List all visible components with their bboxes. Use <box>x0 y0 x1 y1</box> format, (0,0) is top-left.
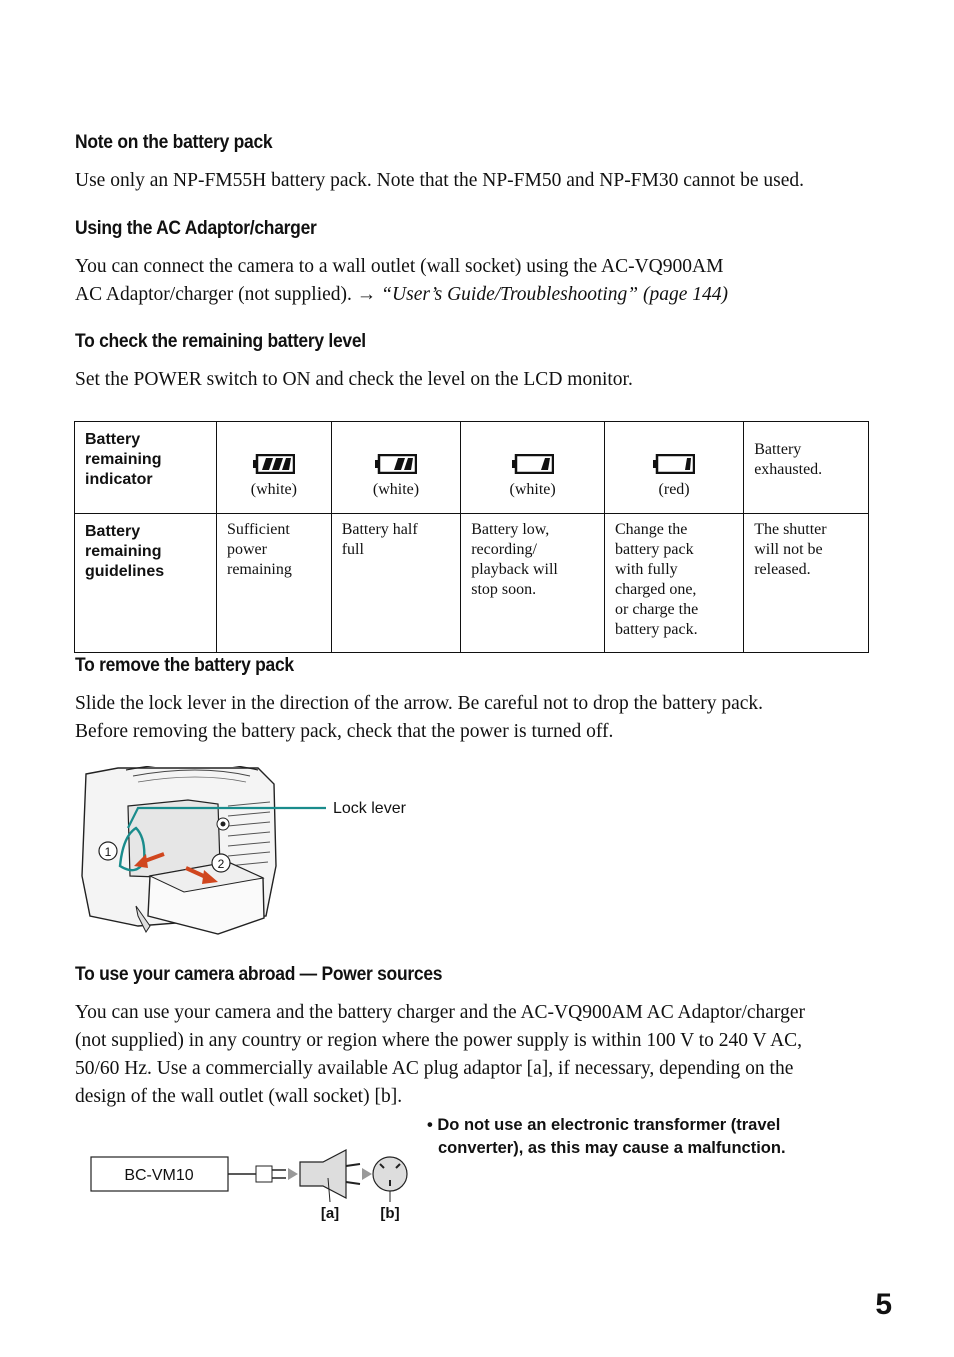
page-number: 5 <box>875 1288 892 1321</box>
battery-half-icon <box>375 454 417 474</box>
indicator-cell <box>217 422 332 514</box>
plug-adaptor-illustration <box>88 1140 418 1230</box>
label-a: [a] <box>320 1205 340 1222</box>
power-abroad-text: You can use your camera and the battery charger and the AC-VQ900AM AC Adaptor/charger (not supplied) in any country or region where the power supply is within 100 V to 240 V AC, 50/60 Hz. Use a commercially available AC plug adaptor [a], if necessary, depending on the design of the wall outlet (wall socket) [b]. <box>75 1002 805 1107</box>
indicator-cell <box>331 422 461 514</box>
label-b: [b] <box>380 1205 400 1222</box>
guide-reference: “User’s Guide/Troubleshooting” (page 144) <box>381 284 729 305</box>
guideline-cell: Change the battery pack with fully charged one, or charge the battery pack. <box>604 514 743 653</box>
charger-label: BC-VM10 <box>124 1167 194 1184</box>
indicator-cell <box>604 422 743 514</box>
row-header-indicator: Battery remaining indicator <box>75 422 217 514</box>
battery-empty-icon <box>653 454 695 474</box>
guideline-cell: The shutter will not be released. <box>744 514 869 653</box>
indicator-caption: (red) <box>658 480 690 498</box>
heading-remove-battery: To remove the battery pack <box>75 655 294 676</box>
plug-adaptor-icon <box>300 1150 346 1198</box>
ac-line1: You can connect the camera to a wall outlet (wall socket) using the AC-VQ900AM <box>75 256 724 277</box>
step-2-label: 2 <box>217 857 225 871</box>
battery-full-icon <box>253 454 295 474</box>
heading-check-level: To check the remaining battery level <box>75 331 366 352</box>
indicator-caption: (white) <box>250 480 297 498</box>
table-row <box>75 422 869 514</box>
indicator-caption: (white) <box>509 480 556 498</box>
guideline-cell: Battery low, recording/ playback will stop soon. <box>461 514 605 653</box>
ac-adaptor-text <box>75 253 875 309</box>
battery-note-text: Use only an NP-FM55H battery pack. Note that the NP-FM50 and NP-FM30 cannot be used. <box>75 170 804 191</box>
ac-line2: AC Adaptor/charger (not supplied). <box>75 284 352 305</box>
transformer-warning: • Do not use an electronic transformer (travel converter), as this may cause a malfunction. <box>427 1116 786 1157</box>
row-header-guidelines: Battery remaining guidelines <box>75 514 217 653</box>
step-1-label: 1 <box>104 845 112 859</box>
check-level-text: Set the POWER switch to ON and check the level on the LCD monitor. <box>75 369 633 390</box>
guideline-cell: Battery half full <box>331 514 461 653</box>
guideline-cell: Sufficient power remaining <box>217 514 332 653</box>
remove-battery-text: Slide the lock lever in the direction of the arrow. Be careful not to drop the battery pack. Before removing the battery pack, check that the power is turned off. <box>75 693 764 742</box>
battery-level-table <box>74 421 869 653</box>
battery-low-icon <box>512 454 554 474</box>
battery-removal-illustration <box>78 766 438 938</box>
indicator-caption: (white) <box>372 480 420 498</box>
heading-ac-adaptor: Using the AC Adaptor/charger <box>75 218 317 239</box>
exhausted-cell: Battery exhausted. <box>744 422 869 514</box>
table-row <box>75 514 869 653</box>
heading-battery-note: Note on the battery pack <box>75 132 273 153</box>
indicator-cell <box>461 422 605 514</box>
arrow-icon: → <box>356 284 377 305</box>
lock-lever-label: Lock lever <box>333 800 406 817</box>
heading-power-abroad: To use your camera abroad — Power sources <box>75 964 443 985</box>
